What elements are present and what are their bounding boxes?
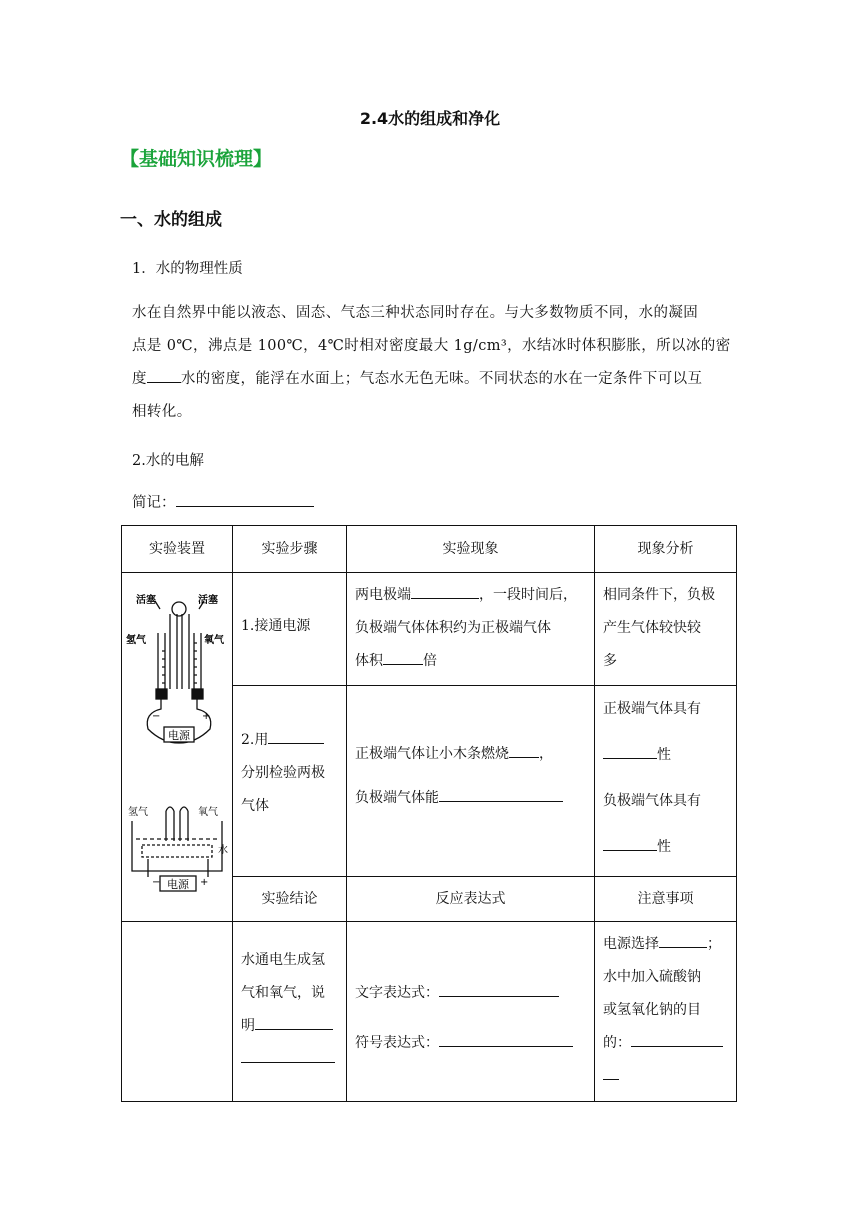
notes-line: [603, 1060, 728, 1093]
analysis-line: 相同条件下，负极: [603, 587, 715, 603]
phenomenon-line: [355, 579, 586, 612]
phenomenon-line: [355, 732, 586, 776]
figure-label: 电源: [167, 877, 189, 891]
phenomenon-line: 负极端气体体积约为正极端气体: [355, 620, 551, 636]
para-line: 水在自然界中能以液态、固态、气态三种状态同时存在。与大多数物质不同，水的凝固: [132, 305, 699, 321]
figure-label: 水: [218, 844, 228, 856]
text: 两电极端: [355, 587, 411, 603]
notes-cell: [595, 922, 737, 1102]
expression-line: [355, 1018, 586, 1068]
apparatus-cell: [122, 573, 233, 922]
conclusion-line: 水通电生成氢: [241, 952, 325, 968]
figure-label: 活塞: [198, 594, 218, 606]
text: 倍: [423, 653, 437, 669]
figure-label: 氧气: [198, 806, 218, 818]
fill-blank[interactable]: [255, 1015, 333, 1030]
figure-label: 氧气: [204, 634, 224, 646]
figure-label: 活塞: [136, 594, 156, 606]
step-cell: [233, 686, 347, 877]
step-cell: 1.接通电源: [233, 573, 347, 686]
subheading-physical-properties: 1．水的物理性质: [132, 261, 243, 277]
text: 符号表达式：: [355, 1035, 439, 1051]
table-header-row: [122, 526, 737, 573]
section-heading: 【基础知识梳理】: [120, 148, 273, 170]
text: ；: [707, 936, 721, 952]
text: 负极端气体能: [355, 790, 439, 806]
notes-line: 水中加入硫酸钠: [603, 969, 701, 985]
figure-label: −: [152, 710, 161, 722]
header-notes: 注意事项: [595, 877, 737, 922]
conclusion-line: 气和氧气，说: [241, 985, 325, 1001]
fill-blank[interactable]: [509, 743, 539, 758]
table-row: [122, 922, 737, 1102]
header-phenomenon: 实验现象: [347, 526, 595, 573]
para-text: 水的密度，能浮在水面上；气态水无色无味。不同状态的水在一定条件下可以互: [180, 371, 703, 387]
fill-blank[interactable]: [631, 1032, 723, 1047]
analysis-line: [603, 824, 728, 870]
fill-blank[interactable]: [241, 1048, 335, 1063]
figure-label: +: [202, 710, 211, 722]
figure-label: 氢气: [126, 634, 146, 646]
experiment-table: [121, 525, 737, 1102]
page-title: 2.4水的组成和净化: [359, 109, 501, 128]
table-row: [122, 573, 737, 686]
notes-line: [603, 928, 728, 961]
para-line: 相转化。: [132, 404, 192, 420]
text: 明: [241, 1018, 255, 1034]
analysis-line: [603, 732, 728, 778]
electrolysis-apparatus-figure: [122, 581, 232, 901]
heading-water-composition: 一、水的组成: [120, 210, 222, 230]
text: 2.用: [241, 732, 269, 748]
note-label: 简记：: [132, 495, 176, 511]
notes-line: 或氢氧化钠的目: [603, 1002, 701, 1018]
phenomenon-cell: [347, 573, 595, 686]
text: ，: [539, 746, 553, 762]
conclusion-line: [241, 1043, 338, 1076]
header-steps: 实验步骤: [233, 526, 347, 573]
figure-label: 氢气: [128, 806, 148, 818]
text: 的：: [603, 1035, 631, 1051]
header-apparatus: 实验装置: [122, 526, 233, 573]
fill-blank[interactable]: [383, 650, 423, 665]
text: 性: [657, 747, 671, 763]
fill-blank[interactable]: [603, 1065, 619, 1080]
empty-apparatus-cell: [122, 922, 233, 1102]
step-line: 分别检验两极: [241, 765, 325, 781]
conclusion-cell: [233, 922, 347, 1102]
expression-line: [355, 968, 586, 1018]
fill-blank[interactable]: [147, 368, 181, 383]
fill-blank[interactable]: [411, 584, 479, 599]
para-line: 点是 0℃，沸点是 100℃，4℃时相对密度最大 1g/cm³，水结冰时体积膨胀，所以冰的密: [132, 338, 731, 354]
phenomenon-line: [355, 645, 586, 678]
analysis-cell: [595, 573, 737, 686]
subheading-electrolysis: 2.水的电解: [132, 453, 204, 469]
phenomenon-cell: [347, 686, 595, 877]
fill-blank[interactable]: [603, 836, 657, 851]
notes-line: [603, 1027, 728, 1060]
header-expression: 反应表达式: [347, 877, 595, 922]
fill-blank[interactable]: [268, 729, 324, 744]
text: 电源选择: [603, 936, 659, 952]
fill-blank[interactable]: [176, 492, 314, 507]
analysis-line: 产生气体较快较: [603, 620, 701, 636]
figure-label: +: [200, 876, 209, 888]
conclusion-line: [241, 1010, 338, 1043]
text: 正极端气体让小木条燃烧: [355, 746, 509, 762]
fill-blank[interactable]: [439, 787, 563, 802]
fill-blank[interactable]: [439, 982, 559, 997]
analysis-line: 正极端气体具有: [603, 701, 701, 717]
text: 性: [657, 839, 671, 855]
header-conclusion: 实验结论: [233, 877, 347, 922]
expression-cell: [347, 922, 595, 1102]
phenomenon-line: [355, 776, 586, 820]
fill-blank[interactable]: [603, 744, 657, 759]
note-line: [132, 491, 314, 512]
analysis-line: 多: [603, 653, 617, 669]
header-analysis: 现象分析: [595, 526, 737, 573]
para-text: 度: [132, 371, 147, 387]
text: ，一段时间后，: [479, 587, 577, 603]
fill-blank[interactable]: [439, 1032, 573, 1047]
para-line: [132, 363, 740, 396]
text: 文字表达式：: [355, 985, 439, 1001]
figure-label: −: [152, 876, 161, 888]
text: 体积: [355, 653, 383, 669]
figure-label: 电源: [168, 728, 190, 742]
fill-blank[interactable]: [659, 933, 707, 948]
paragraph-physical-properties: [132, 297, 740, 429]
step-line: [241, 724, 338, 757]
step-line: 气体: [241, 798, 269, 814]
analysis-cell: [595, 686, 737, 877]
analysis-line: 负极端气体具有: [603, 793, 701, 809]
